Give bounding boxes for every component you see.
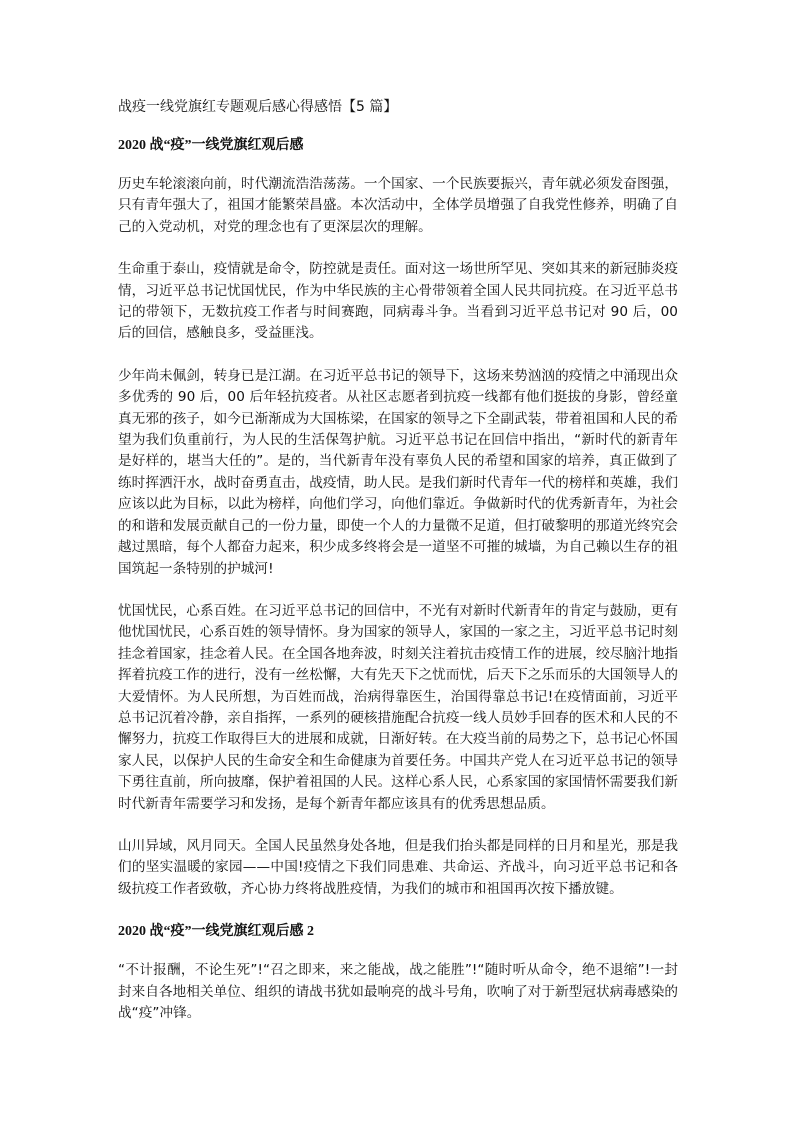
- paragraph: 少年尚未佩剑，转身已是江湖。在习近平总书记的领导下，这场来势汹汹的疫情之中涌现出众多优秀的 90 后，00 后年轻抗疫者。从社区志愿者到抗疫一线都有他们挺拔的身影，曾经童真无邪的孩子，如今已渐渐成为大国栋梁，在国家的领导之下全副武装，带着祖国和人民的希望为我们负重前行，为人民的生活保驾护航。习近平总书记在回信中指出，“新时代的新青年是好样的，堪当大任的”。是的，当代新青年没有辜负人民的希望和国家的培养，真正做到了练时挥洒汗水，战时奋勇直击，战疫情，助人民。是我们新时代青年一代的榜样和英雄，我们应该以此为目标，以此为榜样，向他们学习，向他们靠近。争做新时代的优秀新青年，为社会的和谐和发展贡献自己的一份力量，即使一个人的力量微不足道，但打破黎明的那道光终究会越过黑暗，每个人都奋力起来，积少成多终将会是一道坚不可摧的城墙，为自己赖以生存的祖国筑起一条特别的护城河!: [118, 367, 678, 577]
- paragraph: “不计报酬，不论生死”!“召之即来，来之能战，战之能胜”!“随时听从命令，绝不退缩”!一封封来自各地相关单位、组织的请战书犹如最响亮的战斗号角，吹响了对于新型冠状病毒感染的战“疫”冲锋。: [118, 962, 678, 1021]
- section-1: [118, 135, 678, 900]
- paragraph: 山川异域，风月同天。全国人民虽然身处各地，但是我们抬头都是同样的日月和星光，那是我们的坚实温暖的家园——中国!疫情之下我们同患难、共命运、齐战斗，向习近平总书记和各级抗疫工作者致敬，齐心协力终将战胜疫情，为我们的城市和祖国再次按下播放键。: [118, 837, 678, 897]
- section-heading: 2020 战“疫”一线党旗红观后感 2: [118, 924, 314, 940]
- document-title: 战疫一线党旗红专题观后感心得感悟【5 篇】: [118, 99, 398, 115]
- paragraph: 忧国忧民，心系百姓。在习近平总书记的回信中，不光有对新时代新青年的肯定与鼓励，更有他忧国忧民，心系百姓的领导情怀。身为国家的领导人，家国的一家之主，习近平总书记时刻挂念着国家，挂念着人民。在全国各地奔波，时刻关注着抗击疫情工作的进展，绞尽脑汁地指挥着抗疫工作的进行，没有一丝松懈，大有先天下之忧而忧，后天下之乐而乐的大国领导人的大爱情怀。为人民所想，为百姓而战，治病得靠医生，治国得靠总书记!在疫情面前，习近平总书记沉着冷静，亲自指挥，一系列的硬核措施配合抗疫一线人员妙手回春的医术和人民的不懈努力，抗疫工作取得巨大的进展和成就，日渐好转。在大疫当前的局势之下，总书记心怀国家人民，以保护人民的生命安全和生命健康为首要任务。中国共产党人在习近平总书记的领导下勇往直前，所向披靡，保护着祖国的人民。这样心系人民，心系家国的家国情怀需要我们新时代新青年需要学习和发扬，是每个新青年都应该具有的优秀思想品质。: [118, 602, 678, 812]
- section-2: [118, 921, 678, 1024]
- document-page: [118, 96, 678, 1024]
- paragraph: 历史车轮滚滚向前，时代潮流浩浩荡荡。一个国家、一个民族要振兴，青年就必须发奋图强，只有青年强大了，祖国才能繁荣昌盛。本次活动中，全体学员增强了自我党性修养，明确了自己的入党动机，对党的理念也有了更深层次的理解。: [118, 176, 678, 235]
- section-heading: 2020 战“疫”一线党旗红观后感: [118, 138, 304, 153]
- paragraph: 生命重于泰山，疫情就是命令，防控就是责任。面对这一场世所罕见、突如其来的新冠肺炎疫情，习近平总书记忧国忧民，作为中华民族的主心骨带领着全国人民共同抗疫。在习近平总书记的带领下，无数抗疫工作者与时间赛跑，同病毒斗争。当看到习近平总书记对 90 后，00 后的回信，感触良多，受益匪浅。: [118, 261, 678, 342]
